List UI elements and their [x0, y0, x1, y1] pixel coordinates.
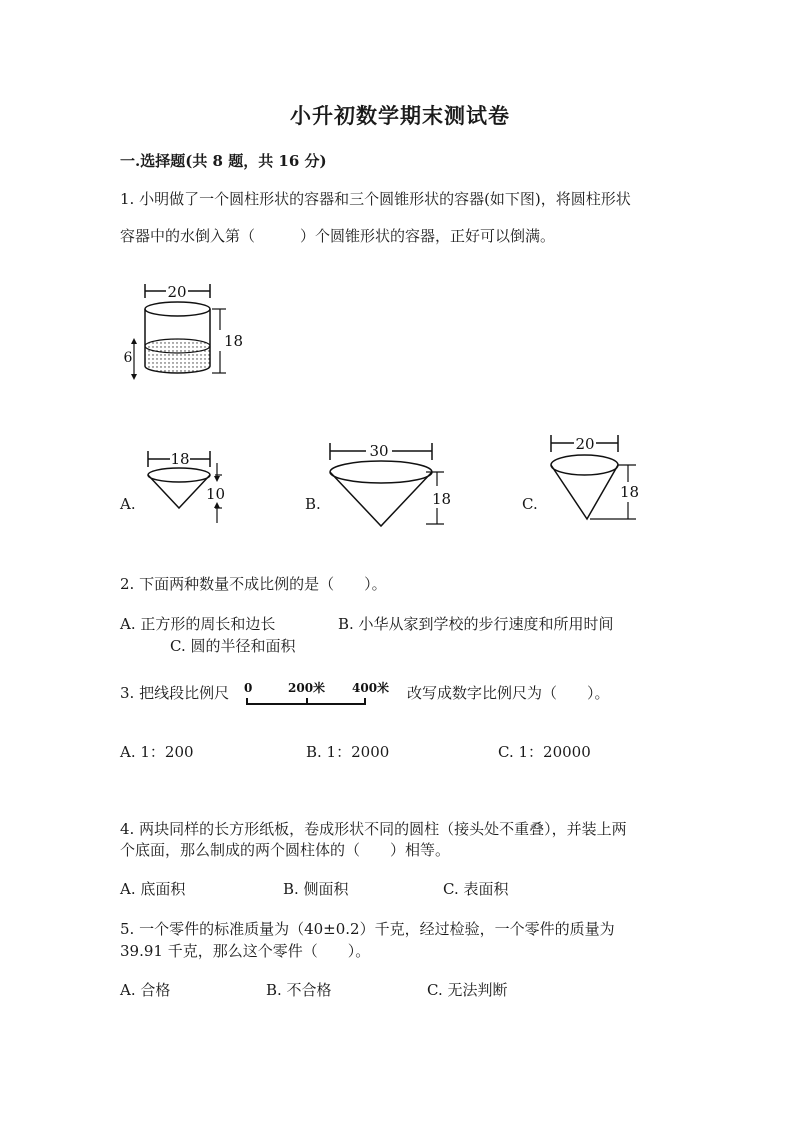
question-4-line1: 4. 两块同样的长方形纸板，卷成形状不同的圆柱（接头处不重叠），并装上两: [120, 820, 627, 838]
scale-bar: [240, 678, 390, 710]
cone-a-figure: [140, 445, 240, 530]
cone-c-height: 18: [620, 483, 640, 501]
scale-label-0: 0: [244, 681, 253, 695]
question-1-line2: 容器中的水倒入第（ ）个圆锥形状的容器，正好可以倒满。: [120, 227, 556, 245]
question-5-option-b: B. 不合格: [266, 981, 332, 999]
question-3-prefix: 3. 把线段比例尺: [120, 684, 230, 702]
cone-b-diameter: 30: [369, 442, 389, 460]
question-4-option-c: C. 表面积: [443, 880, 509, 898]
question-4-line2: 个底面，那么制成的两个圆柱体的（ ）相等。: [120, 841, 451, 859]
question-2-option-b: B. 小华从家到学校的步行速度和所用时间: [338, 615, 614, 633]
scale-label-200: 200米: [288, 681, 326, 695]
cone-b-label: B.: [305, 495, 321, 513]
cone-a-diameter: 18: [170, 450, 190, 468]
cone-a-label: A.: [120, 495, 136, 513]
question-5-option-a: A. 合格: [120, 981, 171, 999]
cylinder-diameter: 20: [167, 283, 187, 301]
cylinder-figure: [120, 278, 250, 388]
cone-c-diameter: 20: [575, 435, 595, 453]
section-heading: 一.选择题(共 8 题，共 16 分): [120, 152, 327, 170]
scale-label-400: 400米: [352, 681, 390, 695]
question-3-option-c: C. 1：20000: [498, 743, 591, 761]
cone-c-label: C.: [522, 495, 538, 513]
question-4-option-a: A. 底面积: [120, 880, 186, 898]
question-2-option-c: C. 圆的半径和面积: [170, 637, 296, 655]
water-height: 6: [123, 350, 133, 366]
cone-a-height: 10: [206, 485, 226, 503]
question-3-option-b: B. 1：2000: [306, 743, 390, 761]
cylinder-height: 18: [224, 332, 244, 350]
question-5-line1: 5. 一个零件的标准质量为（40±0.2）千克，经过检验，一个零件的质量为: [120, 920, 615, 938]
question-3-suffix: 改写成数字比例尺为（ ）。: [407, 684, 610, 702]
question-3-option-a: A. 1：200: [120, 743, 194, 761]
cone-b-figure: [322, 438, 462, 533]
question-2-stem: 2. 下面两种数量不成比例的是（ ）。: [120, 575, 387, 593]
question-2-option-a: A. 正方形的周长和边长: [120, 615, 276, 633]
cone-c-figure: [540, 430, 650, 525]
question-5-option-c: C. 无法判断: [427, 981, 508, 999]
cone-b-height: 18: [432, 490, 452, 508]
question-1-line1: 1. 小明做了一个圆柱形状的容器和三个圆锥形状的容器(如下图)，将圆柱形状: [120, 190, 631, 208]
page-title: 小升初数学期末测试卷: [290, 103, 510, 128]
question-4-option-b: B. 侧面积: [283, 880, 349, 898]
question-5-line2: 39.91 千克，那么这个零件（ ）。: [120, 942, 371, 960]
